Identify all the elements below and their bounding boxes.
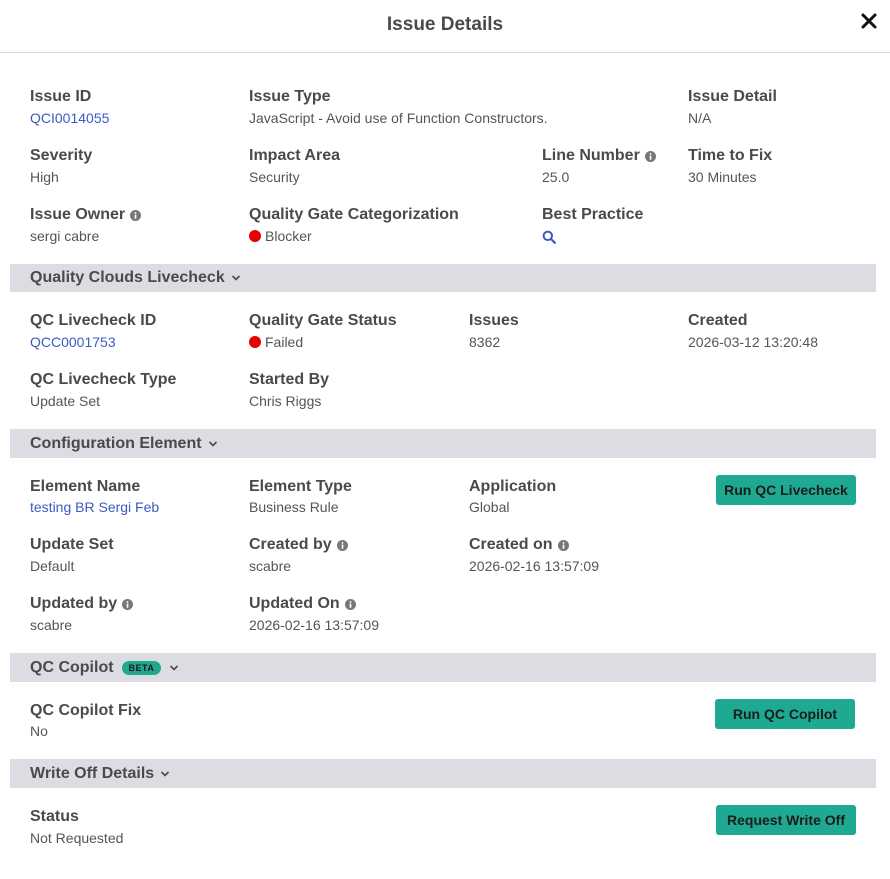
section-header-copilot[interactable]: [10, 653, 876, 682]
section-title-writeoff: Write Off Details: [30, 764, 155, 782]
section-title-configuration: Configuration Element: [30, 434, 202, 452]
created-on-value: 2026-02-16 13:57:09: [469, 558, 599, 574]
issue-type-label: Issue Type: [249, 88, 331, 105]
modal-title: Issue Details: [386, 14, 504, 35]
created-on-label-text: Created on: [469, 536, 553, 553]
element-type-label: Element Type: [249, 478, 352, 495]
section-title-livecheck: Quality Clouds Livecheck: [30, 269, 225, 286]
section-header-configuration[interactable]: [10, 429, 876, 458]
quality-gate-status-text: Failed: [265, 334, 304, 350]
severity-value: High: [30, 169, 59, 185]
issues-value: 8362: [469, 334, 501, 350]
quality-gate-status-value: [249, 334, 303, 350]
line-number-label: [542, 147, 656, 165]
updated-on-label: [249, 595, 356, 613]
update-set-value: Default: [30, 558, 75, 574]
element-type-value: Business Rule: [249, 499, 339, 515]
line-number-label-text: Line Number: [542, 147, 640, 164]
chevron-down-icon[interactable]: [169, 664, 179, 672]
info-icon[interactable]: [122, 599, 133, 610]
severity-label: Severity: [30, 147, 93, 164]
impact-area-value: Security: [249, 169, 300, 185]
updated-on-label-text: Updated On: [249, 595, 340, 612]
quality-gate-categorization-text: Blocker: [265, 228, 312, 244]
best-practice-label: Best Practice: [542, 206, 644, 223]
chevron-down-icon[interactable]: [160, 770, 170, 778]
section-title-copilot: QC Copilot: [30, 658, 114, 676]
issue-id-label: Issue ID: [30, 88, 92, 105]
started-by-label: Started By: [249, 371, 330, 388]
section-header-writeoff[interactable]: [10, 759, 876, 788]
run-qc-livecheck-button[interactable]: Run QC Livecheck: [716, 475, 856, 505]
updated-by-label-text: Updated by: [30, 595, 118, 612]
issue-owner-value: sergi cabre: [30, 228, 100, 244]
created-value: 2026-03-12 13:20:48: [688, 334, 818, 350]
time-to-fix-value: 30 Minutes: [688, 169, 757, 185]
chevron-down-icon[interactable]: [231, 274, 241, 282]
info-icon[interactable]: [345, 599, 356, 610]
issue-type-value: JavaScript - Avoid use of Function Constructors.: [249, 110, 548, 126]
issue-owner-label-text: Issue Owner: [30, 206, 126, 223]
created-by-value: scabre: [249, 558, 292, 574]
created-by-label: [249, 536, 348, 554]
info-icon[interactable]: [558, 540, 569, 551]
started-by-value: Chris Riggs: [249, 393, 322, 409]
time-to-fix-label: Time to Fix: [688, 147, 773, 164]
created-on-label: [469, 536, 569, 554]
issue-owner-label: [30, 206, 141, 224]
livecheck-id-link[interactable]: QCC0001753: [30, 334, 116, 350]
created-label: Created: [688, 312, 748, 329]
livecheck-type-label: QC Livecheck Type: [30, 371, 177, 388]
chevron-down-icon[interactable]: [208, 440, 218, 448]
issue-detail-value: N/A: [688, 110, 712, 126]
info-icon[interactable]: [337, 540, 348, 551]
application-label: Application: [469, 478, 557, 495]
updated-by-value: scabre: [30, 617, 73, 633]
status-dot-icon: [249, 230, 261, 242]
element-name-link[interactable]: testing BR Sergi Feb: [30, 499, 160, 515]
modal-header: [0, 0, 890, 53]
element-name-label: Element Name: [30, 478, 141, 495]
updated-on-value: 2026-02-16 13:57:09: [249, 617, 379, 633]
livecheck-id-label: QC Livecheck ID: [30, 312, 157, 329]
beta-badge: BETA: [122, 661, 162, 675]
copilot-fix-label: QC Copilot Fix: [30, 702, 142, 719]
issue-detail-label: Issue Detail: [688, 88, 777, 105]
impact-area-label: Impact Area: [249, 147, 340, 164]
search-icon[interactable]: [542, 230, 556, 244]
writeoff-status-label: Status: [30, 808, 79, 825]
status-dot-icon: [249, 336, 261, 348]
line-number-value: 25.0: [542, 169, 570, 185]
quality-gate-status-label: Quality Gate Status: [249, 312, 397, 329]
info-icon[interactable]: [130, 210, 141, 221]
request-write-off-button[interactable]: Request Write Off: [716, 805, 856, 835]
issues-label: Issues: [469, 312, 519, 329]
info-icon[interactable]: [645, 151, 656, 162]
update-set-label: Update Set: [30, 536, 114, 553]
section-header-livecheck[interactable]: [10, 264, 876, 292]
quality-gate-categorization-value: [249, 228, 312, 244]
close-icon[interactable]: [860, 12, 878, 30]
created-by-label-text: Created by: [249, 536, 332, 553]
run-qc-copilot-button[interactable]: Run QC Copilot: [715, 699, 855, 729]
copilot-fix-value: No: [30, 723, 48, 739]
application-value: Global: [469, 499, 510, 515]
livecheck-type-value: Update Set: [30, 393, 101, 409]
writeoff-status-value: Not Requested: [30, 830, 124, 846]
issue-id-link[interactable]: QCI0014055: [30, 110, 110, 126]
updated-by-label: [30, 595, 133, 613]
quality-gate-categorization-label: Quality Gate Categorization: [249, 206, 459, 223]
